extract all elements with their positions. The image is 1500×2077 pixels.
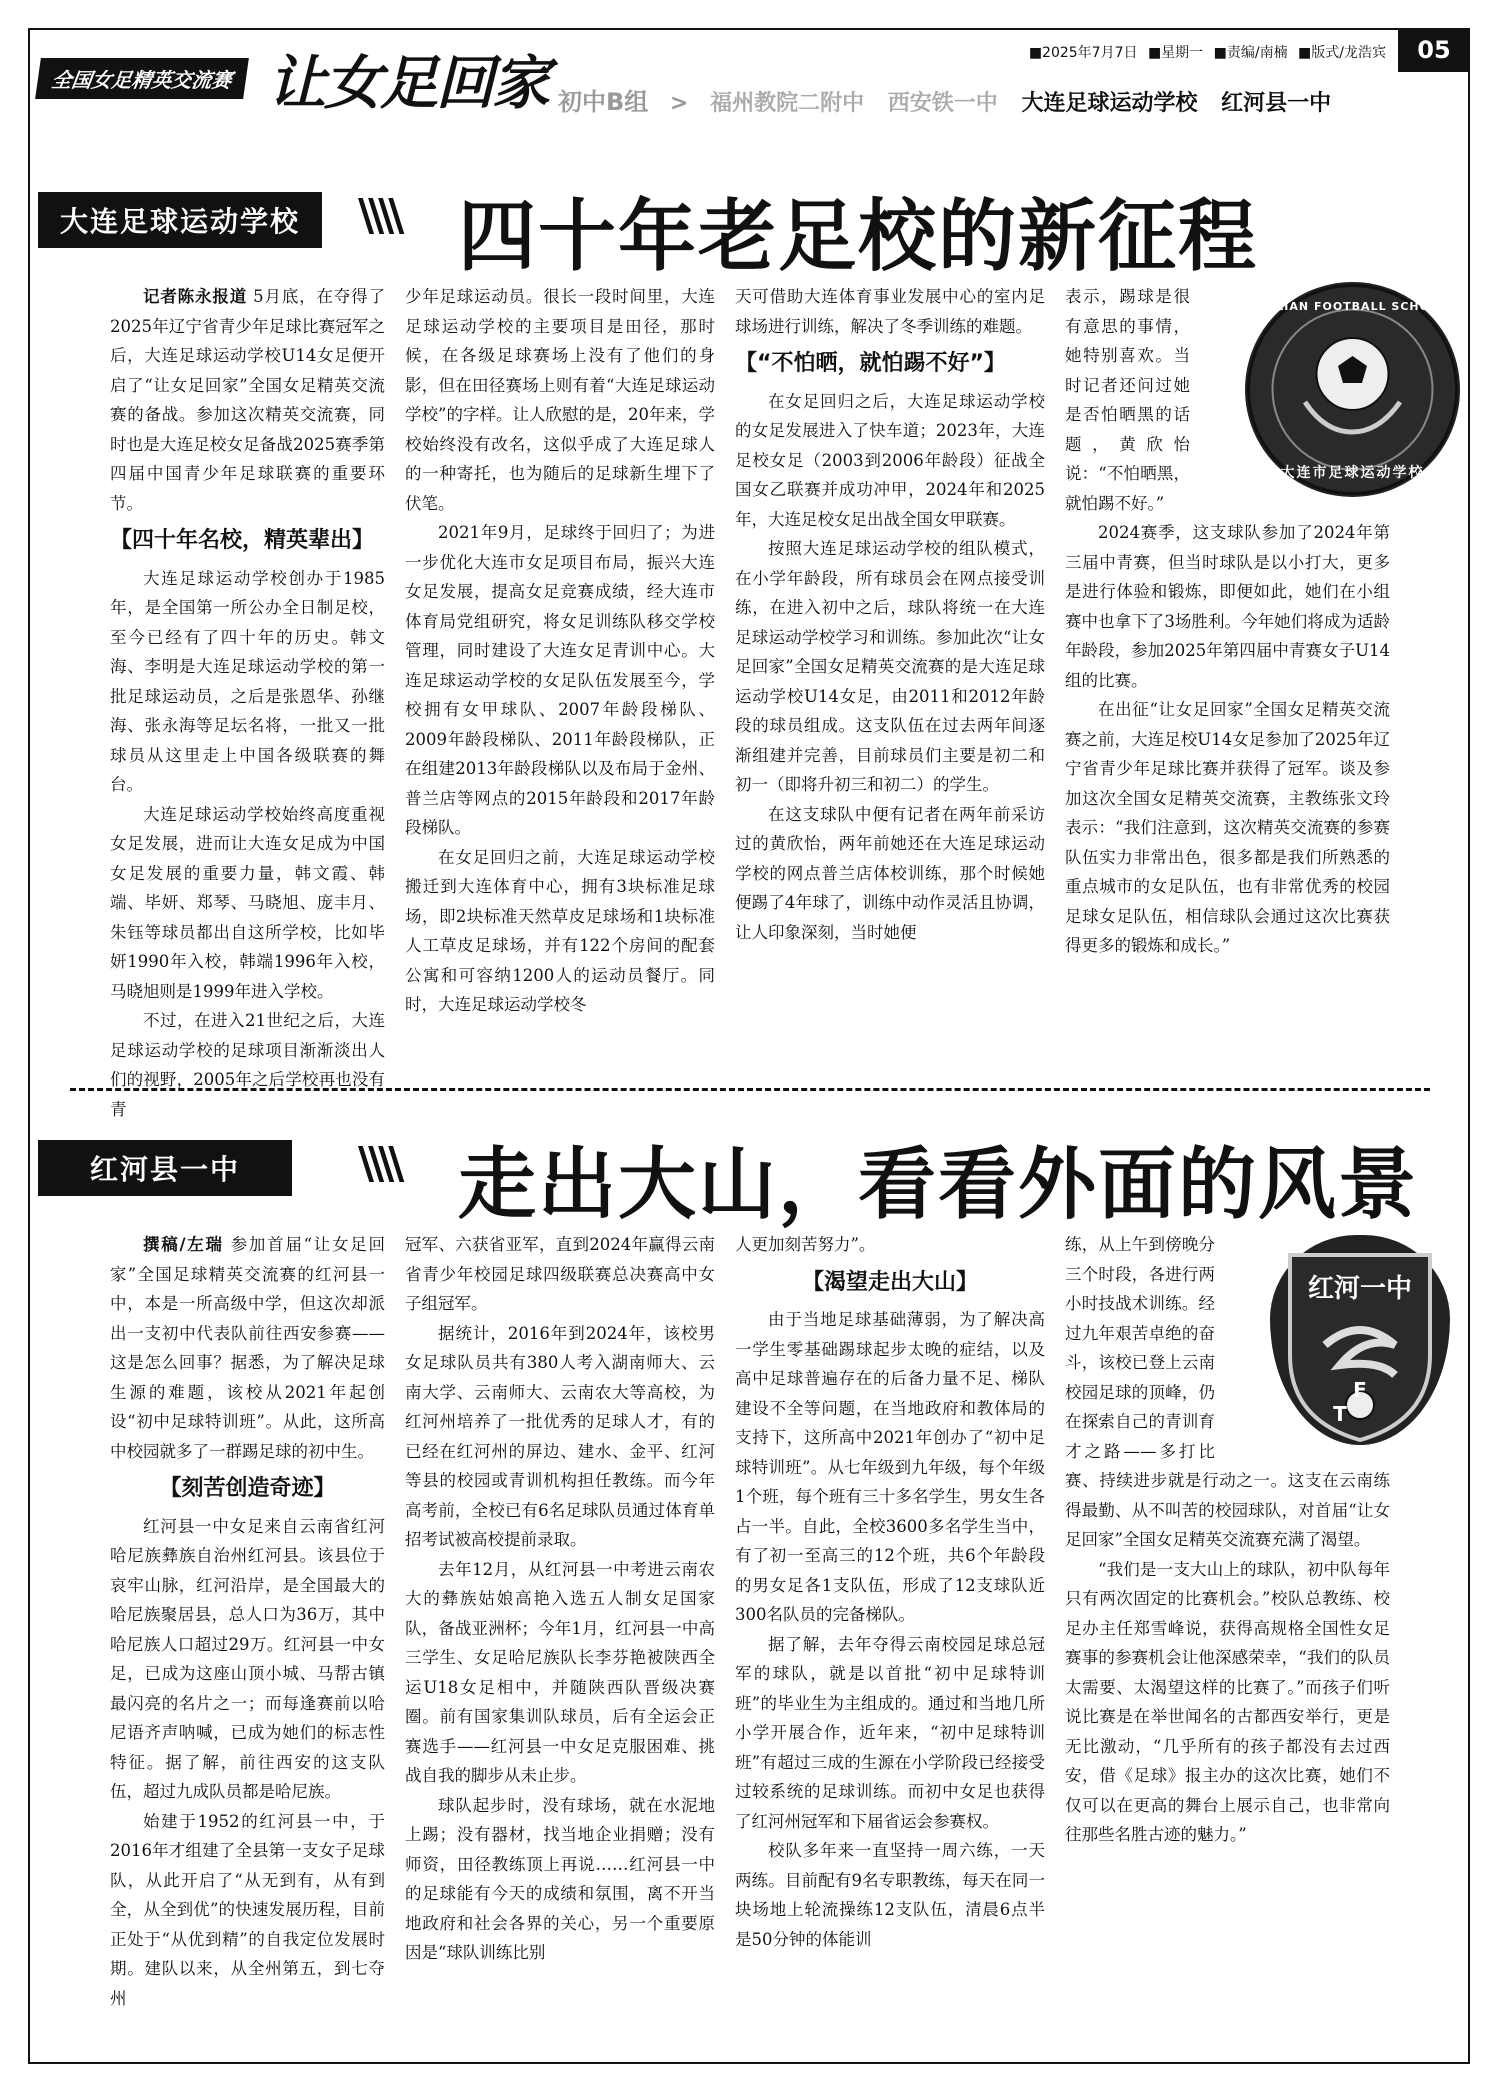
logo-text: 红河一中 <box>1307 1274 1412 1304</box>
team-active: 红河县一中 <box>1221 91 1332 116</box>
team-active: 大连足球运动学校 <box>1021 91 1198 116</box>
chevron-right-icon: > <box>669 91 689 116</box>
paragraph: 人更加刻苦努力”。 <box>735 1235 876 1254</box>
paragraph: 在这支球队中便有记者在两年前采访过的黄欣怡，两年前她还在大连足球运动学校的网点普兰店体校训练，那个时候她便踢了4年球了，训练中动作灵活且协调，让人印象深刻，当时她便 <box>735 804 1045 942</box>
subheading: 【“不怕晒，就怕踢不好”】 <box>735 351 1006 376</box>
article1-byline: 记者陈永报道 <box>143 287 248 306</box>
paragraph: 按照大连足球运动学校的组队模式，在小学年龄段，所有球员会在网点接受训练，在进入初中之后，球队将统一在大连足球运动学校学习和训练。参加此次“让女足回家”全国女足精英交流赛的是大连足球运动学校U14女足，由2011和2012年龄段的球员组成。这支队伍在过去两年间逐渐组建并完善，目前球员们主要是初二和初一（即将升初三和初二）的学生。 <box>735 539 1045 794</box>
issue-editor: ■责编/南楠 <box>1213 45 1288 61</box>
team-muted: 福州教院二附中 <box>710 91 865 116</box>
paragraph: 冠军、六获省亚军，直到2024年赢得云南省青少年校园足球四级联赛总决赛高中女子组冠军。 <box>405 1235 715 1313</box>
subheading: 【四十年名校，精英辈出】 <box>110 528 375 553</box>
logo-text: F T <box>1333 1378 1407 1426</box>
paragraph: 5月底，在夺得了2025年辽宁省青少年足球比赛冠军之后，大连足球运动学校U14女足便开启了“让女足回家”全国女足精英交流赛的备战。参加这次精英交流赛，同时也是大连足校女足备战2025赛季第四届中国青少年足球联赛的重要环节。 <box>110 287 386 513</box>
article2-byline: 撰稿/左瑞 <box>143 1235 224 1254</box>
paragraph: 少年足球运动员。很长一段时间里，大连足球运动学校的主要项目是田径，那时候，在各级足球赛场上没有了他们的身影，但在田径赛场上则有着“大连足球运动学校”的字样。让人欣慰的是，20年来，学校始终没有改名，这似乎成了大连足球人的一种寄托，也为随后的足球新生埋下了伏笔。 <box>405 287 715 513</box>
page-number: 05 <box>1398 28 1470 72</box>
paragraph: 天可借助大连体育事业发展中心的室内足球场进行训练，解决了冬季训练的难题。 <box>735 287 1045 336</box>
paragraph: 由于当地足球基础薄弱，为了解决高一学生零基础踢球起步太晚的症结，以及高中足球普遍存在的后备力量不足、梯队建设不全等问题，在当地政府和教体局的支持下，这所高中2021年创办了“初中足球特训班”。从七年级到九年级，每个年级1个班，每个班有三十多名学生，男女生各占一半。自此，全校3600多名学生当中，有了初一至高三的12个班，共6个年龄段的男女足各1支队伍，形成了12支球队近300名队员的完备梯队。 <box>735 1310 1045 1624</box>
team-muted: 西安铁一中 <box>887 91 998 116</box>
logo-text: 大连市足球运动学校 <box>1280 465 1425 481</box>
group-label: 初中B组 <box>558 88 649 116</box>
paragraph: 练，从上午到傍晚分三个时段，各进行两小时技战术训练。经过九年艰苦卓绝的奋斗，该校已登上云南校园足球的顶峰，仍在探索自己的青训育才之路——多打比赛、持续进步就是行动之一。这支在云南练得最勤、从不叫苦的校园球队，对首届“让女足回家”全国女足精英交流赛充满了渴望。 <box>1065 1235 1390 1549</box>
logo-text: DALIAN FOOTBALL SCHOOL <box>1256 300 1449 313</box>
slash-decoration-icon: \\\\ <box>358 1138 399 1189</box>
issue-date: ■2025年7月7日 <box>1028 45 1138 61</box>
article1-col3 <box>735 282 1045 1124</box>
article1-col2 <box>405 282 715 1124</box>
paragraph: 不过，在进入21世纪之后，大连足球运动学校的足球项目渐渐淡出人们的视野，2005年之后学校再也没有青 <box>110 1011 385 1119</box>
paragraph: 据了解，去年夺得云南校园足球总冠军的球队，就是以首批“初中足球特训班”的毕业生为主组成的。通过和当地几所小学开展合作，近年来，“初中足球特训班”有超过三成的生源在小学阶段已经接受过较系统的足球训练。而初中女足也获得了红河州冠军和下届省运会参赛权。 <box>735 1634 1045 1831</box>
masthead <box>28 28 1470 120</box>
paragraph: 2024赛季，这支球队参加了2024年第三届中青赛，但当时球队是以小打大，更多是进行体验和锻炼，即便如此，她们在小组赛中也拿下了3场胜利。今年她们将成为适龄年龄段，参加2025年第四届中青赛女子U14组的比赛。 <box>1065 523 1390 690</box>
paragraph: 去年12月，从红河县一中考进云南农大的彝族姑娘高艳入选五人制女足国家队，备战亚洲杯；今年1月，红河县一中高三学生、女足哈尼族队长李芬艳被陕西全运U18女足相中，并随陕西队晋级决赛圈。前有国家集训队球员，后有全运会正赛选手——红河县一中女足克服困难、挑战自我的脚步从未止步。 <box>405 1559 715 1785</box>
paragraph: “我们是一支大山上的球队，初中队每年只有两次固定的比赛机会。”校队总教练、校足办主任郑雪峰说，获得高规格全国性女足赛事的参赛机会让他深感荣幸，“我们的队员太需要、太渴望这样的比赛了。”而孩子们听说比赛是在举世闻名的古都西安举行，更是无比激动，“几乎所有的孩子都没有去过西安，借《足球》报主办的这次比赛，她们不仅可以在更高的舞台上展示自己，也非常向往那些名胜古迹的魅力。” <box>1065 1559 1390 1844</box>
article1-title: 四十年老足校的新征程 <box>458 191 1259 282</box>
article2-col1 <box>110 1230 385 2013</box>
paragraph: 在女足回归之后，大连足球运动学校的女足发展进入了快车道；2023年，大连足校女足（2003到2006年龄段）征战全国女乙联赛并成功冲甲，2024年和2025年，大连足校女足出战全国女甲联赛。 <box>735 391 1045 529</box>
article2-tag: 红河县一中 <box>38 1140 292 1196</box>
paragraph: 在女足回归之前，大连足球运动学校搬迁到大连体育中心，拥有3块标准足球场，即2块标准天然草皮足球场和1块标准人工草皮足球场，并有122个房间的配套公寓和可容纳1200人的运动员餐厅。同时，大连足球运动学校冬 <box>405 847 715 1014</box>
article2-col2 <box>405 1230 715 2013</box>
subheading: 【渴望走出大山】 <box>801 1269 978 1295</box>
paragraph: 在出征“让女足回家”全国女足精英交流赛之前，大连足校U14女足参加了2025年辽宁省青少年足球比赛并获得了冠军。谈及参加这次全国女足精英交流赛，主教练张文玲表示：“我们注意到，这次精英交流赛的参赛队伍实力非常出色，很多都是我们所熟悉的重点城市的女足队伍，也有非常优秀的校园足球女足队伍，相信球队会通过这次比赛获得更多的锻炼和成长。” <box>1065 700 1390 955</box>
article2-header <box>28 1118 1470 1228</box>
paragraph: 2021年9月，足球终于回归了；为进一步优化大连市女足项目布局，振兴大连女足发展，提高女足竞赛成绩，经大连市体育局党组研究，将女足训练队移交学校管理，同时建设了大连女足青训中心。大连足球运动学校的女足队伍发展至今，学校拥有女甲球队、2007年龄段梯队、2009年龄段梯队、2011年龄段梯队，正在组建2013年龄段梯队以及布局于金州、普兰店等网点的2015年龄段和2017年龄段梯队。 <box>405 523 715 837</box>
subheading: 【刻苦创造奇迹】 <box>159 1476 336 1501</box>
issue-weekday: ■星期一 <box>1147 45 1204 61</box>
paragraph: 始建于1952的红河县一中，于2016年才组建了全县第一支女子足球队，从此开启了“从无到有，从有到全，从全到优”的快速发展历程，目前正处于“从优到精”的自我定位发展时期。建队以来，从全州第五，到七夺州 <box>110 1811 385 2008</box>
slash-decoration-icon: \\\\ <box>358 190 399 241</box>
paragraph: 球队起步时，没有球场，就在水泥地上踢；没有器材，找当地企业捐赠；没有师资，田径教练顶上再说……红河县一中的足球能有今天的成绩和氛围，离不开当地政府和社会各界的关心，另一个重要原因是“球队训练比别 <box>405 1795 715 1962</box>
paragraph: 表示，踢球是很有意思的事情，她特别喜欢。当时记者还问过她是否怕晒黑的话题，黄欣怡说：“不怕晒黑，就怕踢不好。” <box>1065 287 1190 513</box>
paragraph: 据统计，2016年到2024年，该校男女足球队员共有380人考入湖南师大、云南大学、云南师大、云南农大等高校，为红河州培养了一批优秀的足球人才，有的已经在红河州的屏边、建水、金平、红河等县的校园或青训机构担任教练。而今年高考前，全校已有6名足球队员通过体育单招考试被高校提前录取。 <box>405 1323 715 1549</box>
paragraph: 大连足球运动学校创办于1985年，是全国第一所公办全日制足校，至今已经有了四十年的历史。韩文海、李明是大连足球运动学校的第一批足球运动员，之后是张恩华、孙继海、张永海等足坛名将，一批又一批球员从这里走上中国各级联赛的舞台。 <box>110 568 385 794</box>
article2-title: 走出大山，看看外面的风景 <box>458 1139 1419 1230</box>
article2-col3 <box>735 1230 1045 2013</box>
article1-header <box>28 170 1470 280</box>
masthead-meta <box>1023 42 1386 62</box>
paragraph: 校队多年来一直坚持一周六练，一天两练。目前配有9名专职教练，每天在同一块场地上轮流操练12支队伍，清晨6点半是50分钟的体能训 <box>735 1841 1045 1949</box>
paragraph: 红河县一中女足来自云南省红河哈尼族彝族自治州红河县。该县位于哀牢山脉，红河沿岸，是全国最大的哈尼族聚居县，总人口为36万，其中哈尼族人口超过29万。红河县一中女足，已成为这座山顶小城、马帮古镇最闪亮的名片之一；而每逢赛前以哈尼语齐声呐喊，已成为她们的标志性特征。据了解，前往西安的这支队伍，超过九成队员都是哈尼族。 <box>110 1516 385 1801</box>
section-divider <box>70 1088 1430 1091</box>
issue-layout: ■版式/龙浩宾 <box>1298 45 1386 61</box>
masthead-tag: 全国女足精英交流赛 <box>35 58 249 99</box>
group-bar <box>558 82 1347 117</box>
article2-body <box>110 1230 1390 2013</box>
article1-col1 <box>110 282 385 1124</box>
paragraph: 参加首届“让女足回家”全国足球精英交流赛的红河县一中，本是一所高级中学，但这次却派出一支初中代表队前往西安参赛——这是怎么回事？据悉，为了解决足球生源的难题，该校从2021年起创设“初中足球特训班”。从此，这所高中校园就多了一群踢足球的初中生。 <box>110 1235 385 1461</box>
article1-body <box>110 282 1390 1124</box>
masthead-title: 让女足回家 <box>268 49 549 117</box>
article1-tag: 大连足球运动学校 <box>38 192 322 248</box>
paragraph: 大连足球运动学校始终高度重视女足发展，进而让大连女足成为中国女足发展的重要力量，韩文霞、韩端、毕妍、郑琴、马晓旭、庞丰月、朱钰等球员都出自这所学校，比如毕妍1990年入校，韩端1996年入校，马晓旭则是1999年进入学校。 <box>110 804 385 1001</box>
